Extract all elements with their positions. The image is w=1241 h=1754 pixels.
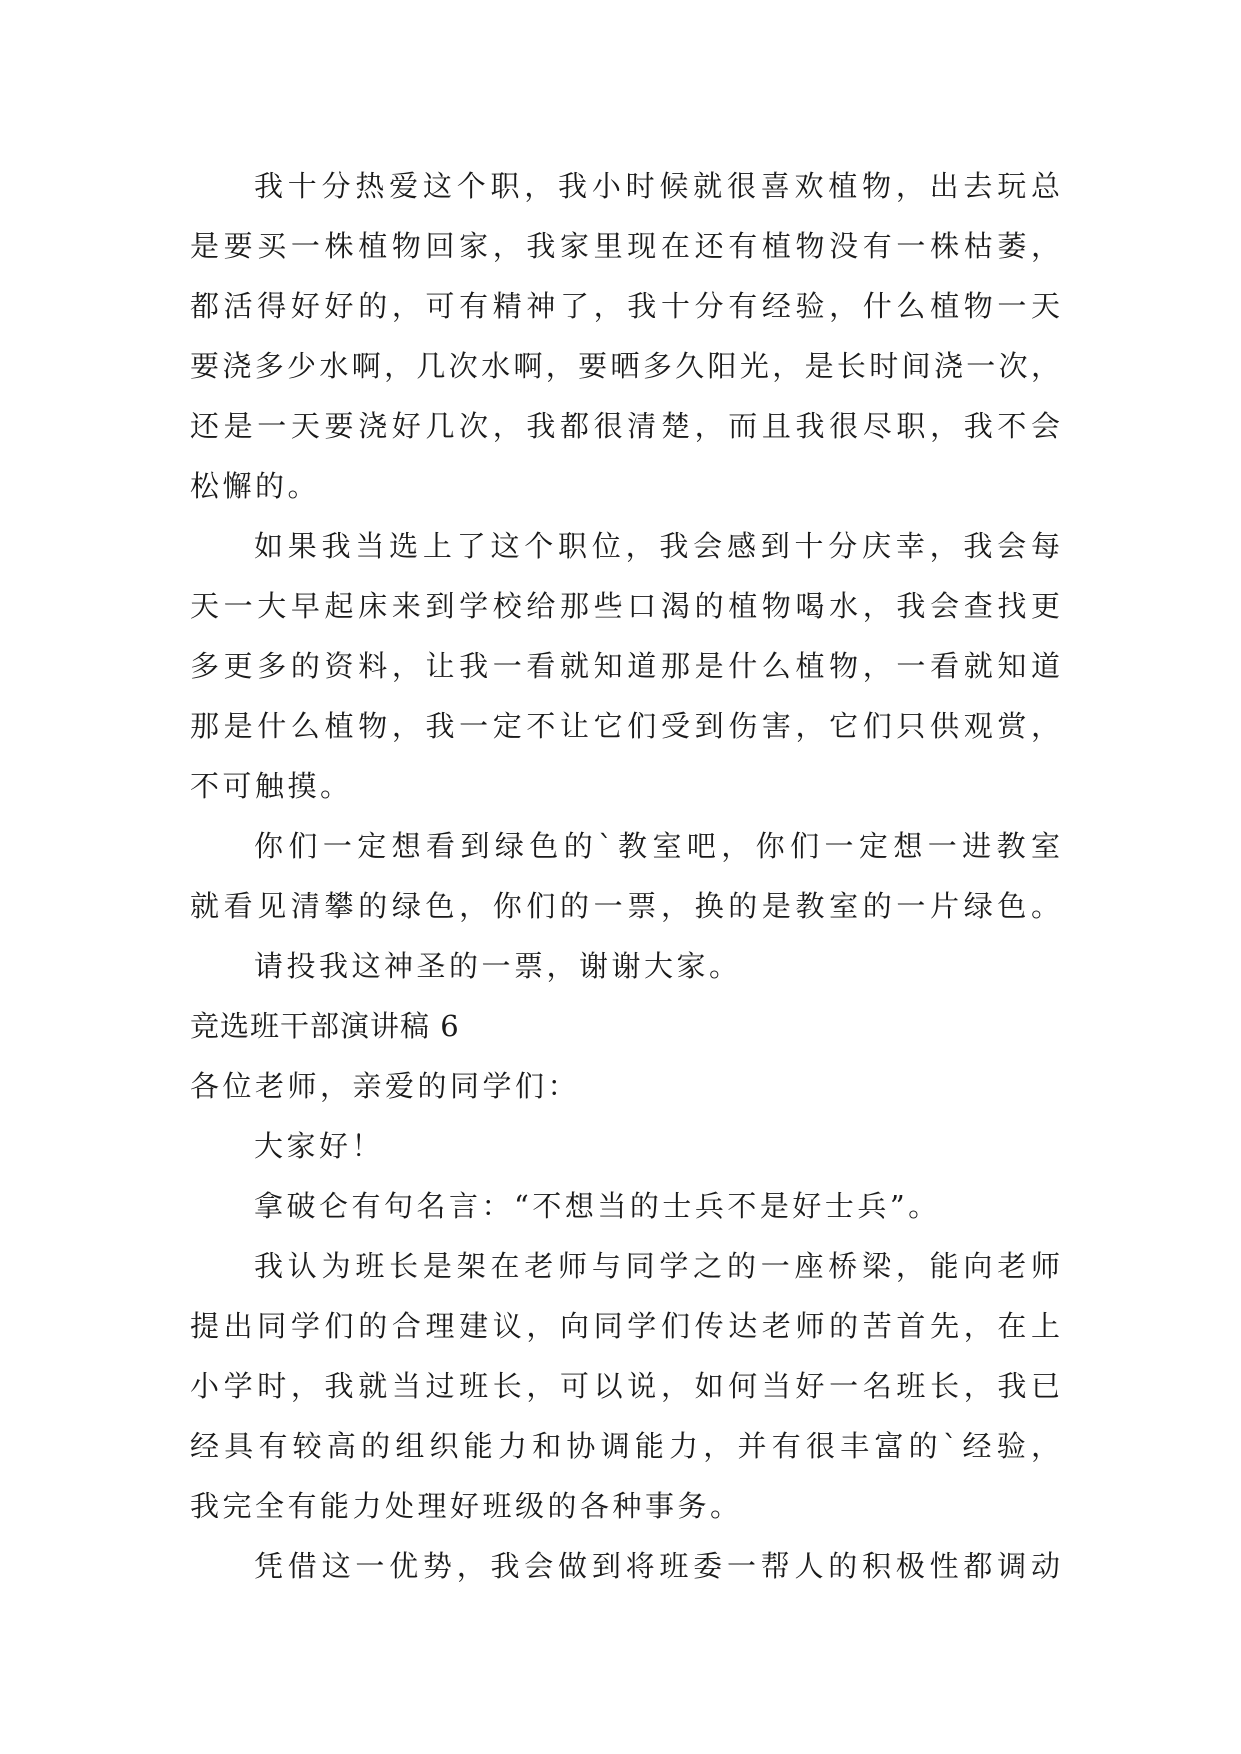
paragraph-line: 提出同学们的合理建议，向同学们传达老师的苦首先，在上	[190, 1309, 1060, 1343]
paragraph-line: 如果我当选上了这个职位，我会感到十分庆幸，我会每	[254, 529, 1060, 563]
paragraph-line: 凭借这一优势，我会做到将班委一帮人的积极性都调动	[254, 1549, 1060, 1583]
paragraph-line: 都活得好好的，可有精神了，我十分有经验，什么植物一天	[190, 289, 1060, 323]
paragraph-line: 你们一定想看到绿色的`教室吧，你们一定想一进教室	[254, 829, 1060, 863]
paragraph-line: 请投我这神圣的一票，谢谢大家。	[254, 949, 742, 983]
paragraph-line: 那是什么植物，我一定不让它们受到伤害，它们只供观赏，	[190, 709, 1060, 743]
paragraph-line: 要浇多少水啊，几次水啊，要晒多久阳光，是长时间浇一次，	[190, 349, 1060, 383]
paragraph-line: 天一大早起床来到学校给那些口渴的植物喝水，我会查找更	[190, 589, 1060, 623]
paragraph-line: 就看见清攀的绿色，你们的一票，换的是教室的一片绿色。	[190, 889, 1060, 923]
paragraph-line: 我完全有能力处理好班级的各种事务。	[190, 1489, 743, 1523]
paragraph-line: 拿破仑有句名言：“不想当的士兵不是好士兵”。	[254, 1189, 941, 1223]
paragraph-line: 我十分热爱这个职，我小时候就很喜欢植物，出去玩总	[254, 169, 1060, 203]
salutation-line: 各位老师，亲爱的同学们：	[190, 1069, 581, 1103]
paragraph-line: 不可触摸。	[190, 769, 353, 803]
greeting-line: 大家好！	[254, 1129, 385, 1163]
section-heading: 竞选班干部演讲稿 6	[190, 1009, 460, 1043]
paragraph-line: 还是一天要浇好几次，我都很清楚，而且我很尽职，我不会	[190, 409, 1060, 443]
paragraph-line: 松懈的。	[190, 469, 321, 503]
paragraph-line: 我认为班长是架在老师与同学之的一座桥梁，能向老师	[254, 1249, 1060, 1283]
paragraph-line: 小学时，我就当过班长，可以说，如何当好一名班长，我已	[190, 1369, 1060, 1403]
paragraph-line: 经具有较高的组织能力和协调能力，并有很丰富的`经验，	[190, 1429, 1060, 1463]
paragraph-line: 是要买一株植物回家，我家里现在还有植物没有一株枯萎，	[190, 229, 1060, 263]
paragraph-line: 多更多的资料，让我一看就知道那是什么植物，一看就知道	[190, 649, 1060, 683]
